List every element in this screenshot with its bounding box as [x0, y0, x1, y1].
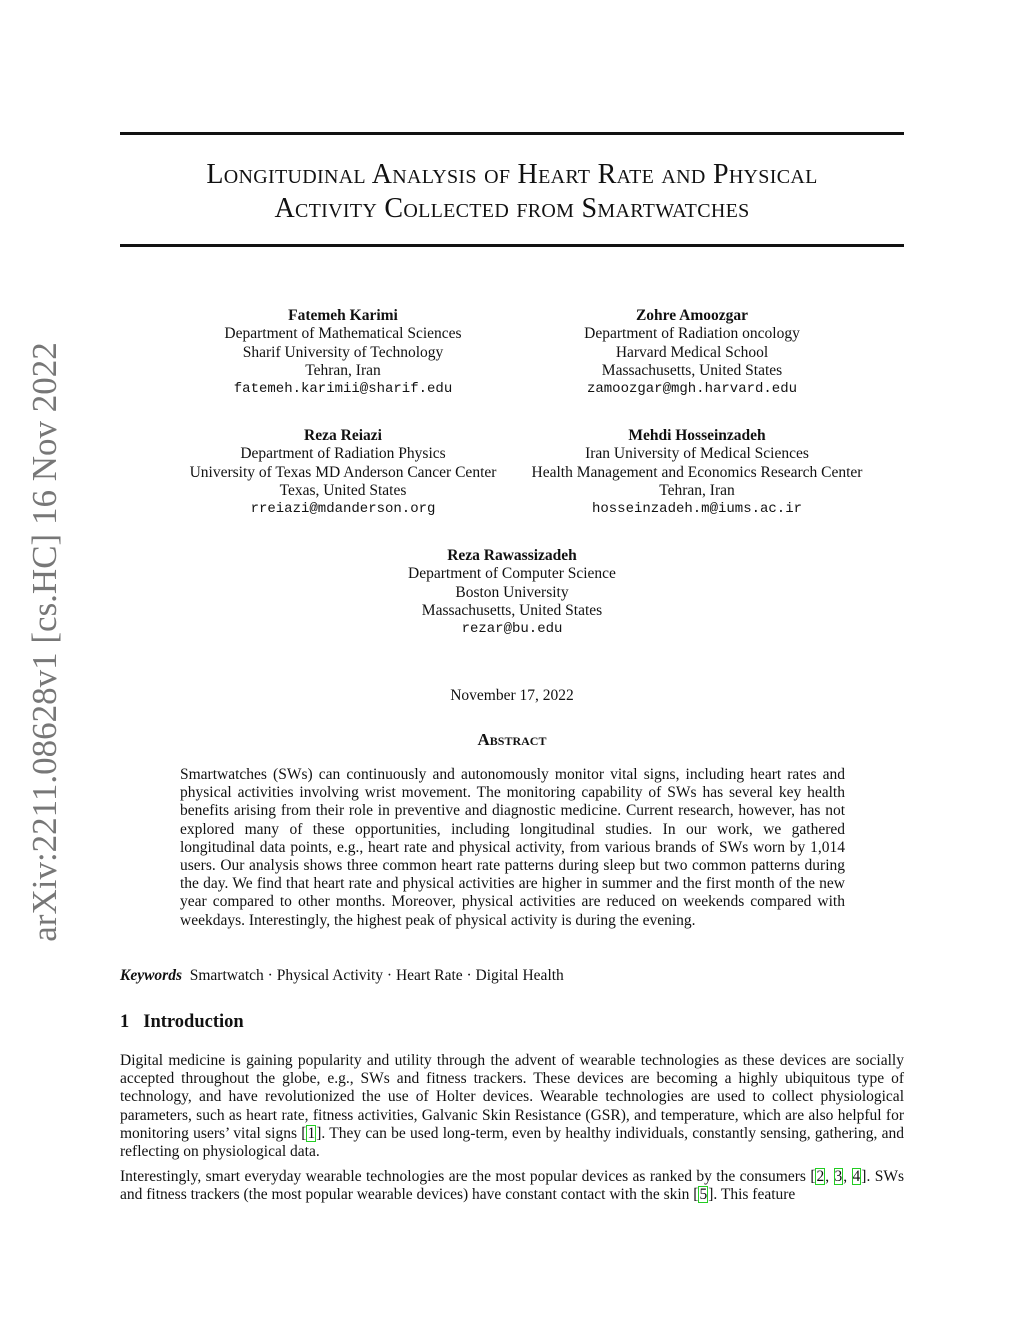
- citation-link[interactable]: 2: [816, 1168, 825, 1186]
- text: ,: [825, 1168, 834, 1186]
- text: ]. They can be used long-term, even by healthy individuals, constantly sensing, gathering, and reflecting on physiological data.: [120, 1124, 904, 1161]
- introduction-body: [120, 1052, 904, 1212]
- author-block: [502, 307, 882, 398]
- author-block: [322, 547, 702, 638]
- author-affiliation: Harvard Medical School: [615, 343, 769, 361]
- keywords-list: Smartwatch · Physical Activity · Heart Rate · Digital Health: [189, 967, 564, 984]
- title-top-rule: [120, 132, 904, 135]
- keywords-label: Keywords: [120, 967, 182, 984]
- paper-title: [120, 158, 904, 226]
- text: ]. SWs and fitness trackers (the most popular wearable devices) have constant contact with the skin [: [120, 1168, 905, 1204]
- author-location: Massachusetts, United States: [421, 601, 603, 619]
- section-heading-introduction: [120, 1012, 258, 1033]
- keywords: [120, 967, 564, 985]
- section-number: 1: [120, 1012, 130, 1032]
- text: ,: [843, 1168, 852, 1186]
- author-affiliation: Sharif University of Technology: [242, 343, 444, 361]
- title-line: Longitudinal Analysis of Heart Rate and Physical: [206, 159, 818, 190]
- text: ]. This feature: [708, 1186, 796, 1204]
- paragraph: [120, 1168, 904, 1204]
- author-affiliation: Iran University of Medical Sciences: [585, 445, 809, 463]
- citation-link[interactable]: 4: [852, 1168, 861, 1186]
- author-email[interactable]: hosseinzadeh.m@iums.ac.ir: [591, 501, 803, 518]
- author-name: Reza Reiazi: [304, 427, 382, 444]
- author-name: Zohre Amoozgar: [635, 307, 749, 324]
- citation-link[interactable]: 1: [307, 1124, 316, 1142]
- citation-link[interactable]: 5: [699, 1186, 708, 1204]
- author-block: [125, 427, 561, 518]
- author-name: Mehdi Hosseinzadeh: [628, 427, 766, 444]
- author-affiliation: Health Management and Economics Research Center: [531, 463, 863, 481]
- section-title: Introduction: [143, 1012, 244, 1032]
- author-block: [153, 307, 533, 398]
- title-bottom-rule: [120, 244, 904, 247]
- paper-date: November 17, 2022: [450, 687, 574, 704]
- author-affiliation: Department of Computer Science: [408, 565, 616, 583]
- author-block: [497, 427, 897, 518]
- abstract-text: Smartwatches (SWs) can continuously and autonomously monitor vital signs, including heart rates and physical activities involving wrist movement. The monitoring capability of SWs has several key health benefits arising from their role in preventive and diagnostic medicine. Current research, however, has not explored many of these opportunities, including longitudinal studies. In our work, we gathered longitudinal data points, e.g., heart rate and physical activity, from various brands of SWs worn by 1,014 users. Our analysis shows three common heart rate patterns during sleep but two common patterns during the day. We find that heart rate and physical activities are higher in summer and the first month of the new year compared to other months. Moreover, physical activities are reduced on weekends compared with weekdays. Interestingly, the highest peak of physical activity is during the evening.: [180, 766, 845, 929]
- author-name: Reza Rawassizadeh: [447, 547, 577, 564]
- author-location: Massachusetts, United States: [601, 361, 783, 379]
- text: Interestingly, smart everyday wearable technologies are the most popular devices as ranked by the consumers [: [120, 1168, 816, 1186]
- author-location: Tehran, Iran: [659, 481, 735, 499]
- author-email[interactable]: rezar@bu.edu: [461, 621, 563, 638]
- author-location: Tehran, Iran: [305, 361, 381, 379]
- author-affiliation: Department of Radiation oncology: [584, 325, 800, 343]
- author-affiliation: University of Texas MD Anderson Cancer Center: [189, 463, 497, 481]
- author-email[interactable]: fatemeh.karimii@sharif.edu: [233, 381, 453, 398]
- author-email[interactable]: zamoozgar@mgh.harvard.edu: [586, 381, 798, 398]
- author-name: Fatemeh Karimi: [288, 307, 398, 324]
- paragraph: [120, 1052, 904, 1161]
- arxiv-identifier: arXiv:2211.08628v1 [cs.HC] 16 Nov 2022: [25, 342, 64, 942]
- author-location: Texas, United States: [279, 481, 407, 499]
- author-affiliation: Boston University: [455, 583, 569, 601]
- citation-link[interactable]: 3: [834, 1168, 843, 1186]
- title-line: Activity Collected from Smartwatches: [274, 193, 750, 224]
- author-affiliation: Department of Radiation Physics: [240, 445, 446, 463]
- author-email[interactable]: rreiazi@mdanderson.org: [250, 501, 436, 518]
- text: Digital medicine is gaining popularity and utility through the advent of wearable technologies as these devices are socially accepted throughout the globe, e.g., SWs and fitness trackers. These devices are becoming a highly ubiquitous type of technology, and have revolutionized the use of Holter devices. Wearable technologies are used to collect physiological parameters, such as heart rate, fitness activities, Galvanic Skin Resistance (GSR), and temperature, which are also helpful for monitoring users’ vital signs [: [120, 1052, 904, 1142]
- author-affiliation: Department of Mathematical Sciences: [224, 325, 462, 343]
- abstract-heading: Abstract: [477, 730, 547, 749]
